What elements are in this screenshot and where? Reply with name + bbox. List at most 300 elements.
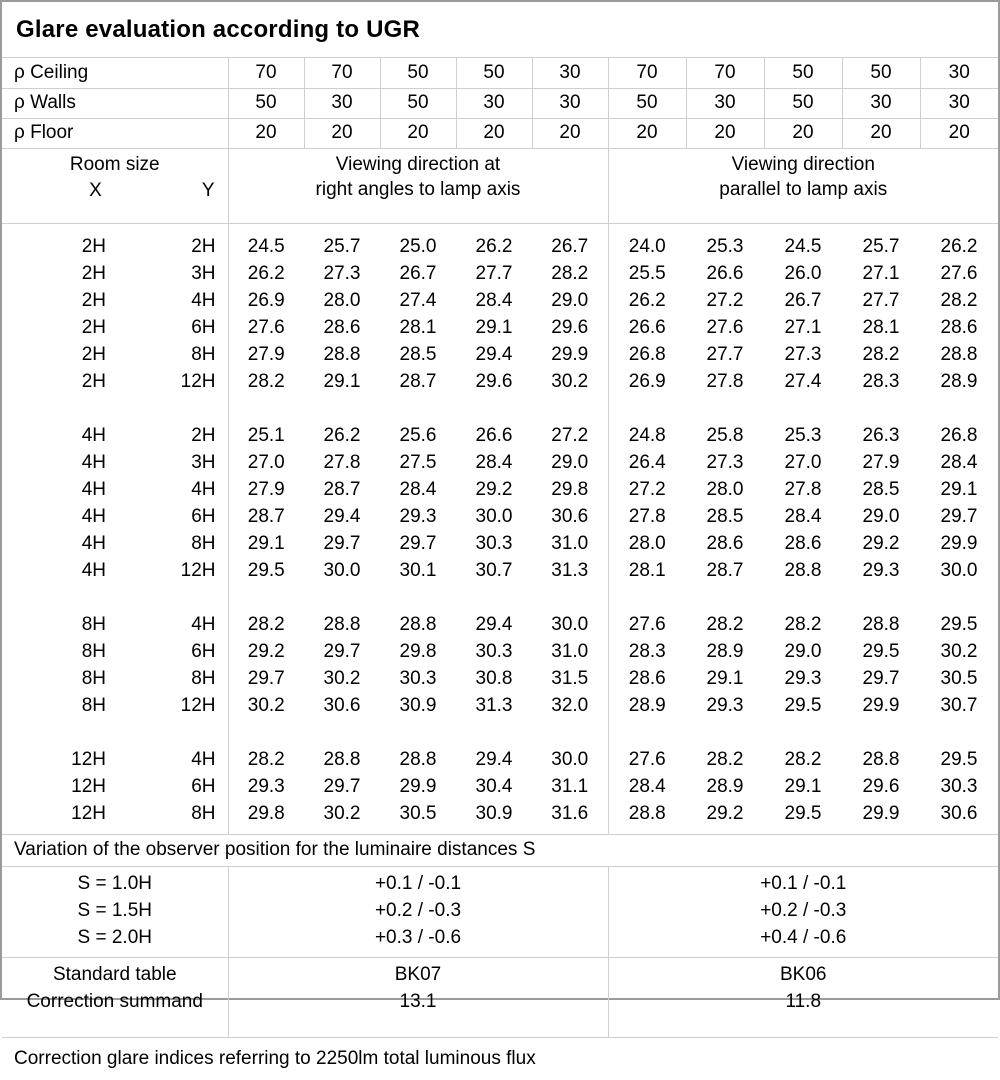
- ugr-row: [2, 422, 998, 449]
- reflectance-value-cell: 70: [304, 58, 380, 88]
- ugr-value-cell: 28.6: [940, 316, 978, 338]
- ugr-value-cell: 29.3: [399, 505, 437, 527]
- reflectance-value-cell: 30: [686, 88, 764, 118]
- ugr-value-cell: 28.8: [323, 343, 361, 365]
- ugr-value-cell: 30.0: [940, 559, 978, 581]
- ugr-value-cell: 30.6: [940, 802, 978, 824]
- spacer-row: [2, 223, 998, 233]
- ugr-value-cell: 28.2: [706, 748, 744, 770]
- room-y-cell: 4H: [191, 289, 216, 311]
- parallel-header-line1: Viewing direction: [731, 153, 875, 175]
- ugr-value-cell: 28.2: [228, 746, 304, 773]
- room-x-cell: 4H: [81, 424, 106, 446]
- ugr-value-cell: 30.1: [399, 559, 437, 581]
- ugr-value-cell: 30.2: [323, 802, 361, 824]
- reflectance-value-cell: 30: [532, 58, 608, 88]
- ugr-value-cell: 27.2: [706, 289, 744, 311]
- room-y-cell: 6H: [191, 316, 216, 338]
- spacer-cell: [608, 223, 998, 233]
- correction-summand-value: 13.1: [399, 990, 437, 1012]
- ugr-value-cell: 30.2: [551, 370, 589, 392]
- ugr-value-cell: 30.7: [475, 559, 513, 581]
- ugr-value-cell: 28.4: [608, 773, 686, 800]
- ugr-value-cell: 29.0: [551, 451, 589, 473]
- ugr-value-cell: 29.3: [706, 694, 744, 716]
- right-angles-section-header: [228, 148, 608, 223]
- parallel-header-line2: parallel to lamp axis: [719, 178, 888, 200]
- room-size-header: [2, 148, 228, 223]
- ugr-value-cell: 31.1: [551, 775, 589, 797]
- ugr-value-cell: 30.7: [940, 694, 978, 716]
- spacer-cell: [228, 584, 608, 611]
- reflectance-value-cell: 20: [228, 118, 304, 148]
- room-x-cell: 2H: [81, 235, 106, 257]
- ugr-value-cell: 26.7: [784, 289, 822, 311]
- ugr-value-cell: 29.3: [784, 667, 822, 689]
- ugr-value-cell: 27.6: [706, 316, 744, 338]
- footer-section: [2, 834, 998, 1080]
- ugr-value-cell: 28.1: [608, 557, 686, 584]
- room-y-cell: 2H: [191, 235, 216, 257]
- ugr-value-cell: 28.0: [323, 289, 361, 311]
- variation-value: +0.1 / -0.1: [374, 872, 462, 894]
- ugr-value-cell: 28.9: [706, 775, 744, 797]
- ugr-value-cell: 29.9: [862, 802, 900, 824]
- ugr-value-cell: 29.5: [784, 694, 822, 716]
- ugr-value-cell: 28.2: [551, 262, 589, 284]
- reflectance-value-cell: 20: [304, 118, 380, 148]
- ugr-value-cell: 29.0: [551, 289, 589, 311]
- ugr-table: [2, 58, 998, 1080]
- room-y-cell: 12H: [180, 559, 216, 581]
- ugr-value-cell: 26.6: [608, 314, 686, 341]
- reflectance-value-cell: 50: [608, 88, 686, 118]
- ugr-value-cell: 29.2: [862, 532, 900, 554]
- ugr-value-cell: 29.8: [228, 800, 304, 827]
- room-y-cell: 4H: [191, 478, 216, 500]
- x-column-header: X: [89, 179, 102, 201]
- spacer-cell: [608, 719, 998, 746]
- variation-value: +0.2 / -0.3: [760, 899, 847, 921]
- ugr-value-cell: 26.2: [475, 235, 513, 257]
- ugr-value-cell: 29.9: [399, 775, 437, 797]
- standard-table-value: BK06: [780, 963, 827, 985]
- ugr-value-cell: 30.4: [475, 775, 513, 797]
- variation-value: +0.3 / -0.6: [374, 926, 462, 948]
- reflectance-row: [2, 58, 998, 88]
- ugr-value-cell: 30.9: [475, 802, 513, 824]
- right-angles-header-line1: Viewing direction at: [335, 153, 501, 175]
- reflectance-value-cell: 70: [608, 58, 686, 88]
- ugr-value-cell: 27.8: [323, 451, 361, 473]
- ugr-value-cell: 31.3: [551, 559, 589, 581]
- variation-right-angles: [228, 866, 608, 957]
- ugr-value-cell: 30.0: [551, 748, 589, 770]
- ugr-value-cell: 28.4: [475, 289, 513, 311]
- ugr-value-cell: 27.4: [784, 370, 822, 392]
- reflectance-label: ρ Floor: [2, 118, 228, 148]
- room-x-cell: 8H: [81, 667, 106, 689]
- ugr-value-cell: 28.2: [940, 289, 978, 311]
- ugr-value-cell: 29.5: [940, 613, 978, 635]
- ugr-value-cell: 28.2: [784, 613, 822, 635]
- ugr-row: [2, 692, 998, 719]
- spacer-cell: [228, 395, 608, 422]
- room-x-cell: 4H: [81, 532, 106, 554]
- standard-table-value: BK07: [394, 963, 442, 985]
- ugr-value-cell: 28.4: [475, 451, 513, 473]
- ugr-value-cell: 29.6: [551, 316, 589, 338]
- ugr-value-cell: 28.9: [608, 692, 686, 719]
- variation-parallel: [608, 866, 998, 957]
- ugr-value-cell: 26.9: [228, 287, 304, 314]
- ugr-row: [2, 233, 998, 260]
- ugr-value-cell: 28.6: [784, 532, 822, 554]
- ugr-value-cell: 28.3: [608, 638, 686, 665]
- room-x-cell: 8H: [81, 640, 106, 662]
- ugr-value-cell: 28.8: [399, 748, 437, 770]
- ugr-row: [2, 530, 998, 557]
- ugr-value-cell: 28.9: [706, 640, 744, 662]
- ugr-value-cell: 28.8: [940, 343, 978, 365]
- reflectance-value-cell: 30: [532, 88, 608, 118]
- ugr-value-cell: 32.0: [551, 694, 589, 716]
- spacer-row: [2, 827, 998, 834]
- ugr-value-cell: 27.7: [706, 343, 744, 365]
- ugr-value-cell: 30.0: [475, 505, 513, 527]
- ugr-value-cell: 25.3: [706, 235, 744, 257]
- ugr-value-cell: 26.0: [784, 262, 822, 284]
- footnote: Correction glare indices referring to 2250lm total luminous flux: [14, 1047, 536, 1069]
- ugr-value-cell: 29.1: [784, 775, 822, 797]
- ugr-value-cell: 27.3: [323, 262, 361, 284]
- reflectance-value-cell: 20: [764, 118, 842, 148]
- ugr-value-cell: 29.4: [323, 505, 361, 527]
- ugr-value-cell: 29.7: [940, 505, 978, 527]
- ugr-value-cell: 28.1: [862, 316, 900, 338]
- spacer-cell: [608, 395, 998, 422]
- spacer-row: [2, 395, 998, 422]
- spacer-cell: [2, 395, 228, 422]
- footnote-row: [2, 1037, 998, 1080]
- ugr-value-cell: 27.0: [784, 451, 822, 473]
- ugr-value-cell: 26.2: [940, 235, 978, 257]
- room-x-cell: 2H: [81, 370, 106, 392]
- ugr-value-cell: 29.5: [940, 748, 978, 770]
- reflectance-value-cell: 30: [920, 88, 998, 118]
- ugr-value-cell: 25.5: [608, 260, 686, 287]
- spacer-cell: [2, 719, 228, 746]
- ugr-row: [2, 287, 998, 314]
- ugr-value-cell: 25.6: [399, 424, 437, 446]
- ugr-value-cell: 28.8: [784, 559, 822, 581]
- ugr-row: [2, 773, 998, 800]
- reflectance-section: [2, 58, 998, 148]
- spacer-cell: [228, 223, 608, 233]
- ugr-values-section: [2, 223, 998, 834]
- ugr-value-cell: 27.9: [862, 451, 900, 473]
- ugr-value-cell: 29.1: [706, 667, 744, 689]
- ugr-value-cell: 28.7: [399, 370, 437, 392]
- ugr-row: [2, 314, 998, 341]
- ugr-value-cell: 26.6: [475, 424, 513, 446]
- ugr-value-cell: 31.0: [551, 640, 589, 662]
- room-x-cell: 12H: [71, 802, 106, 824]
- room-x-cell: 4H: [81, 478, 106, 500]
- ugr-value-cell: 26.2: [608, 287, 686, 314]
- reflectance-value-cell: 30: [304, 88, 380, 118]
- ugr-value-cell: 27.3: [706, 451, 744, 473]
- ugr-value-cell: 30.2: [228, 692, 304, 719]
- ugr-value-cell: 28.6: [706, 532, 744, 554]
- ugr-value-cell: 28.0: [706, 478, 744, 500]
- room-y-cell: 12H: [180, 694, 216, 716]
- ugr-value-cell: 28.2: [784, 748, 822, 770]
- room-y-cell: 6H: [191, 775, 216, 797]
- ugr-value-cell: 25.0: [399, 235, 437, 257]
- parallel-section-header: [608, 148, 998, 223]
- ugr-value-cell: 28.2: [706, 613, 744, 635]
- page-title: Glare evaluation according to UGR: [2, 2, 998, 58]
- column-header-row: [2, 148, 998, 223]
- ugr-value-cell: 29.7: [228, 665, 304, 692]
- ugr-value-cell: 29.3: [862, 559, 900, 581]
- ugr-row: [2, 557, 998, 584]
- ugr-value-cell: 29.9: [862, 694, 900, 716]
- ugr-value-cell: 30.3: [940, 775, 978, 797]
- reflectance-value-cell: 50: [764, 58, 842, 88]
- ugr-value-cell: 27.2: [551, 424, 589, 446]
- room-x-cell: 2H: [81, 262, 106, 284]
- ugr-value-cell: 28.4: [399, 478, 437, 500]
- reflectance-value-cell: 50: [456, 58, 532, 88]
- ugr-value-cell: 27.6: [228, 314, 304, 341]
- ugr-value-cell: 27.6: [608, 611, 686, 638]
- room-x-cell: 2H: [81, 289, 106, 311]
- reflectance-value-cell: 30: [920, 58, 998, 88]
- room-x-cell: 8H: [81, 613, 106, 635]
- s-distance-labels: [2, 866, 228, 957]
- ugr-value-cell: 28.6: [608, 665, 686, 692]
- reflectance-value-cell: 50: [764, 88, 842, 118]
- ugr-value-cell: 30.6: [551, 505, 589, 527]
- ugr-value-cell: 29.9: [551, 343, 589, 365]
- ugr-value-cell: 28.8: [323, 748, 361, 770]
- ugr-row: [2, 800, 998, 827]
- ugr-value-cell: 29.4: [475, 613, 513, 635]
- spacer-row: [2, 719, 998, 746]
- ugr-value-cell: 26.6: [706, 262, 744, 284]
- ugr-value-cell: 26.8: [608, 341, 686, 368]
- reflectance-value-cell: 20: [608, 118, 686, 148]
- ugr-value-cell: 27.8: [784, 478, 822, 500]
- ugr-row: [2, 746, 998, 773]
- reflectance-value-cell: 20: [380, 118, 456, 148]
- ugr-value-cell: 30.2: [323, 667, 361, 689]
- ugr-value-cell: 29.2: [228, 638, 304, 665]
- ugr-value-cell: 29.2: [475, 478, 513, 500]
- ugr-value-cell: 28.8: [862, 613, 900, 635]
- ugr-value-cell: 28.8: [862, 748, 900, 770]
- room-y-cell: 3H: [191, 451, 216, 473]
- ugr-value-cell: 28.2: [228, 611, 304, 638]
- ugr-value-cell: 29.3: [228, 773, 304, 800]
- ugr-row: [2, 341, 998, 368]
- standard-table-label: Standard table: [52, 963, 177, 985]
- ugr-value-cell: 29.6: [862, 775, 900, 797]
- variation-caption-row: [2, 834, 998, 866]
- ugr-value-cell: 27.1: [862, 262, 900, 284]
- variation-value: +0.2 / -0.3: [374, 899, 462, 921]
- ugr-value-cell: 27.9: [228, 341, 304, 368]
- ugr-value-cell: 27.6: [940, 262, 978, 284]
- ugr-value-cell: 27.4: [399, 289, 437, 311]
- ugr-value-cell: 30.5: [399, 802, 437, 824]
- room-x-cell: 12H: [71, 775, 106, 797]
- ugr-row: [2, 449, 998, 476]
- ugr-value-cell: 28.0: [608, 530, 686, 557]
- room-y-cell: 8H: [191, 802, 216, 824]
- spacer-cell: [2, 223, 228, 233]
- ugr-value-cell: 24.5: [228, 233, 304, 260]
- ugr-value-cell: 28.6: [323, 316, 361, 338]
- ugr-value-cell: 28.8: [323, 613, 361, 635]
- reflectance-label: ρ Walls: [2, 88, 228, 118]
- variation-value: +0.1 / -0.1: [760, 872, 847, 894]
- room-y-cell: 8H: [191, 343, 216, 365]
- variation-caption: Variation of the observer position for the luminaire distances S: [2, 834, 998, 866]
- ugr-value-cell: 25.7: [862, 235, 900, 257]
- ugr-value-cell: 26.3: [862, 424, 900, 446]
- ugr-value-cell: 24.8: [608, 422, 686, 449]
- room-y-cell: 2H: [191, 424, 216, 446]
- ugr-value-cell: 29.9: [940, 532, 978, 554]
- ugr-value-cell: 30.0: [323, 559, 361, 581]
- ugr-value-cell: 28.5: [862, 478, 900, 500]
- ugr-value-cell: 25.3: [784, 424, 822, 446]
- ugr-value-cell: 29.0: [862, 505, 900, 527]
- reflectance-value-cell: 50: [380, 58, 456, 88]
- ugr-value-cell: 29.6: [475, 370, 513, 392]
- ugr-row: [2, 665, 998, 692]
- right-angles-header-line2: right angles to lamp axis: [315, 178, 521, 200]
- ugr-value-cell: 30.9: [399, 694, 437, 716]
- room-x-cell: 4H: [81, 505, 106, 527]
- ugr-value-cell: 26.4: [608, 449, 686, 476]
- room-x-cell: 4H: [81, 559, 106, 581]
- ugr-value-cell: 31.6: [551, 802, 589, 824]
- ugr-value-cell: 29.1: [228, 530, 304, 557]
- room-y-cell: 6H: [191, 640, 216, 662]
- ugr-value-cell: 29.7: [399, 532, 437, 554]
- spacer-cell: [228, 719, 608, 746]
- ugr-value-cell: 28.2: [862, 343, 900, 365]
- y-column-header: Y: [201, 179, 215, 201]
- reflectance-value-cell: 50: [228, 88, 304, 118]
- ugr-value-cell: 28.4: [784, 505, 822, 527]
- reflectance-value-cell: 30: [456, 88, 532, 118]
- ugr-value-cell: 29.4: [475, 748, 513, 770]
- s-row-label: S = 2.0H: [77, 926, 152, 948]
- spacer-row: [2, 584, 998, 611]
- spacer-cell: [228, 827, 608, 834]
- correction-summand-value: 11.8: [785, 990, 822, 1012]
- ugr-value-cell: 25.8: [706, 424, 744, 446]
- ugr-value-cell: 30.3: [399, 667, 437, 689]
- ugr-value-cell: 29.7: [862, 667, 900, 689]
- reflectance-value-cell: 20: [532, 118, 608, 148]
- ugr-value-cell: 30.8: [475, 667, 513, 689]
- ugr-value-cell: 29.1: [475, 316, 513, 338]
- ugr-value-cell: 31.3: [475, 694, 513, 716]
- ugr-value-cell: 28.7: [706, 559, 744, 581]
- ugr-value-cell: 28.8: [399, 613, 437, 635]
- room-x-cell: 12H: [71, 748, 106, 770]
- ugr-value-cell: 28.7: [323, 478, 361, 500]
- ugr-value-cell: 26.8: [940, 424, 978, 446]
- ugr-value-cell: 24.5: [784, 235, 822, 257]
- ugr-value-cell: 30.3: [475, 532, 513, 554]
- ugr-value-cell: 31.0: [551, 532, 589, 554]
- reflectance-value-cell: 30: [842, 88, 920, 118]
- s-row-label: S = 1.0H: [77, 872, 152, 894]
- ugr-value-cell: 29.2: [706, 802, 744, 824]
- correction-summand-label: Correction summand: [26, 990, 203, 1012]
- room-y-cell: 4H: [191, 748, 216, 770]
- ugr-value-cell: 27.8: [608, 503, 686, 530]
- ugr-value-cell: 28.9: [940, 370, 978, 392]
- ugr-value-cell: 27.6: [608, 746, 686, 773]
- ugr-row: [2, 503, 998, 530]
- ugr-value-cell: 28.7: [228, 503, 304, 530]
- room-y-cell: 4H: [191, 613, 216, 635]
- ugr-value-cell: 27.7: [475, 262, 513, 284]
- summary-row: [2, 957, 998, 1037]
- ugr-value-cell: 30.3: [475, 640, 513, 662]
- ugr-value-cell: 30.6: [323, 694, 361, 716]
- ugr-value-cell: 27.3: [784, 343, 822, 365]
- ugr-row: [2, 611, 998, 638]
- variation-values-row: [2, 866, 998, 957]
- ugr-value-cell: 28.5: [399, 343, 437, 365]
- ugr-value-cell: 28.4: [940, 451, 978, 473]
- ugr-value-cell: 27.7: [862, 289, 900, 311]
- spacer-cell: [2, 584, 228, 611]
- ugr-value-cell: 29.8: [551, 478, 589, 500]
- ugr-value-cell: 28.2: [228, 368, 304, 395]
- ugr-value-cell: 25.1: [228, 422, 304, 449]
- spacer-cell: [2, 827, 228, 834]
- ugr-value-cell: 26.7: [551, 235, 589, 257]
- ugr-value-cell: 29.5: [784, 802, 822, 824]
- ugr-value-cell: 26.9: [608, 368, 686, 395]
- s-row-label: S = 1.5H: [77, 899, 152, 921]
- ugr-value-cell: 29.1: [940, 478, 978, 500]
- ugr-value-cell: 29.0: [784, 640, 822, 662]
- ugr-value-cell: 30.2: [940, 640, 978, 662]
- ugr-value-cell: 30.0: [551, 613, 589, 635]
- ugr-value-cell: 29.7: [323, 640, 361, 662]
- ugr-value-cell: 24.0: [608, 233, 686, 260]
- room-y-cell: 12H: [180, 370, 216, 392]
- ugr-value-cell: 29.7: [323, 532, 361, 554]
- room-y-cell: 3H: [191, 262, 216, 284]
- reflectance-value-cell: 20: [920, 118, 998, 148]
- ugr-row: [2, 638, 998, 665]
- ugr-value-cell: 29.1: [323, 370, 361, 392]
- reflectance-value-cell: 70: [228, 58, 304, 88]
- room-x-cell: 4H: [81, 451, 106, 473]
